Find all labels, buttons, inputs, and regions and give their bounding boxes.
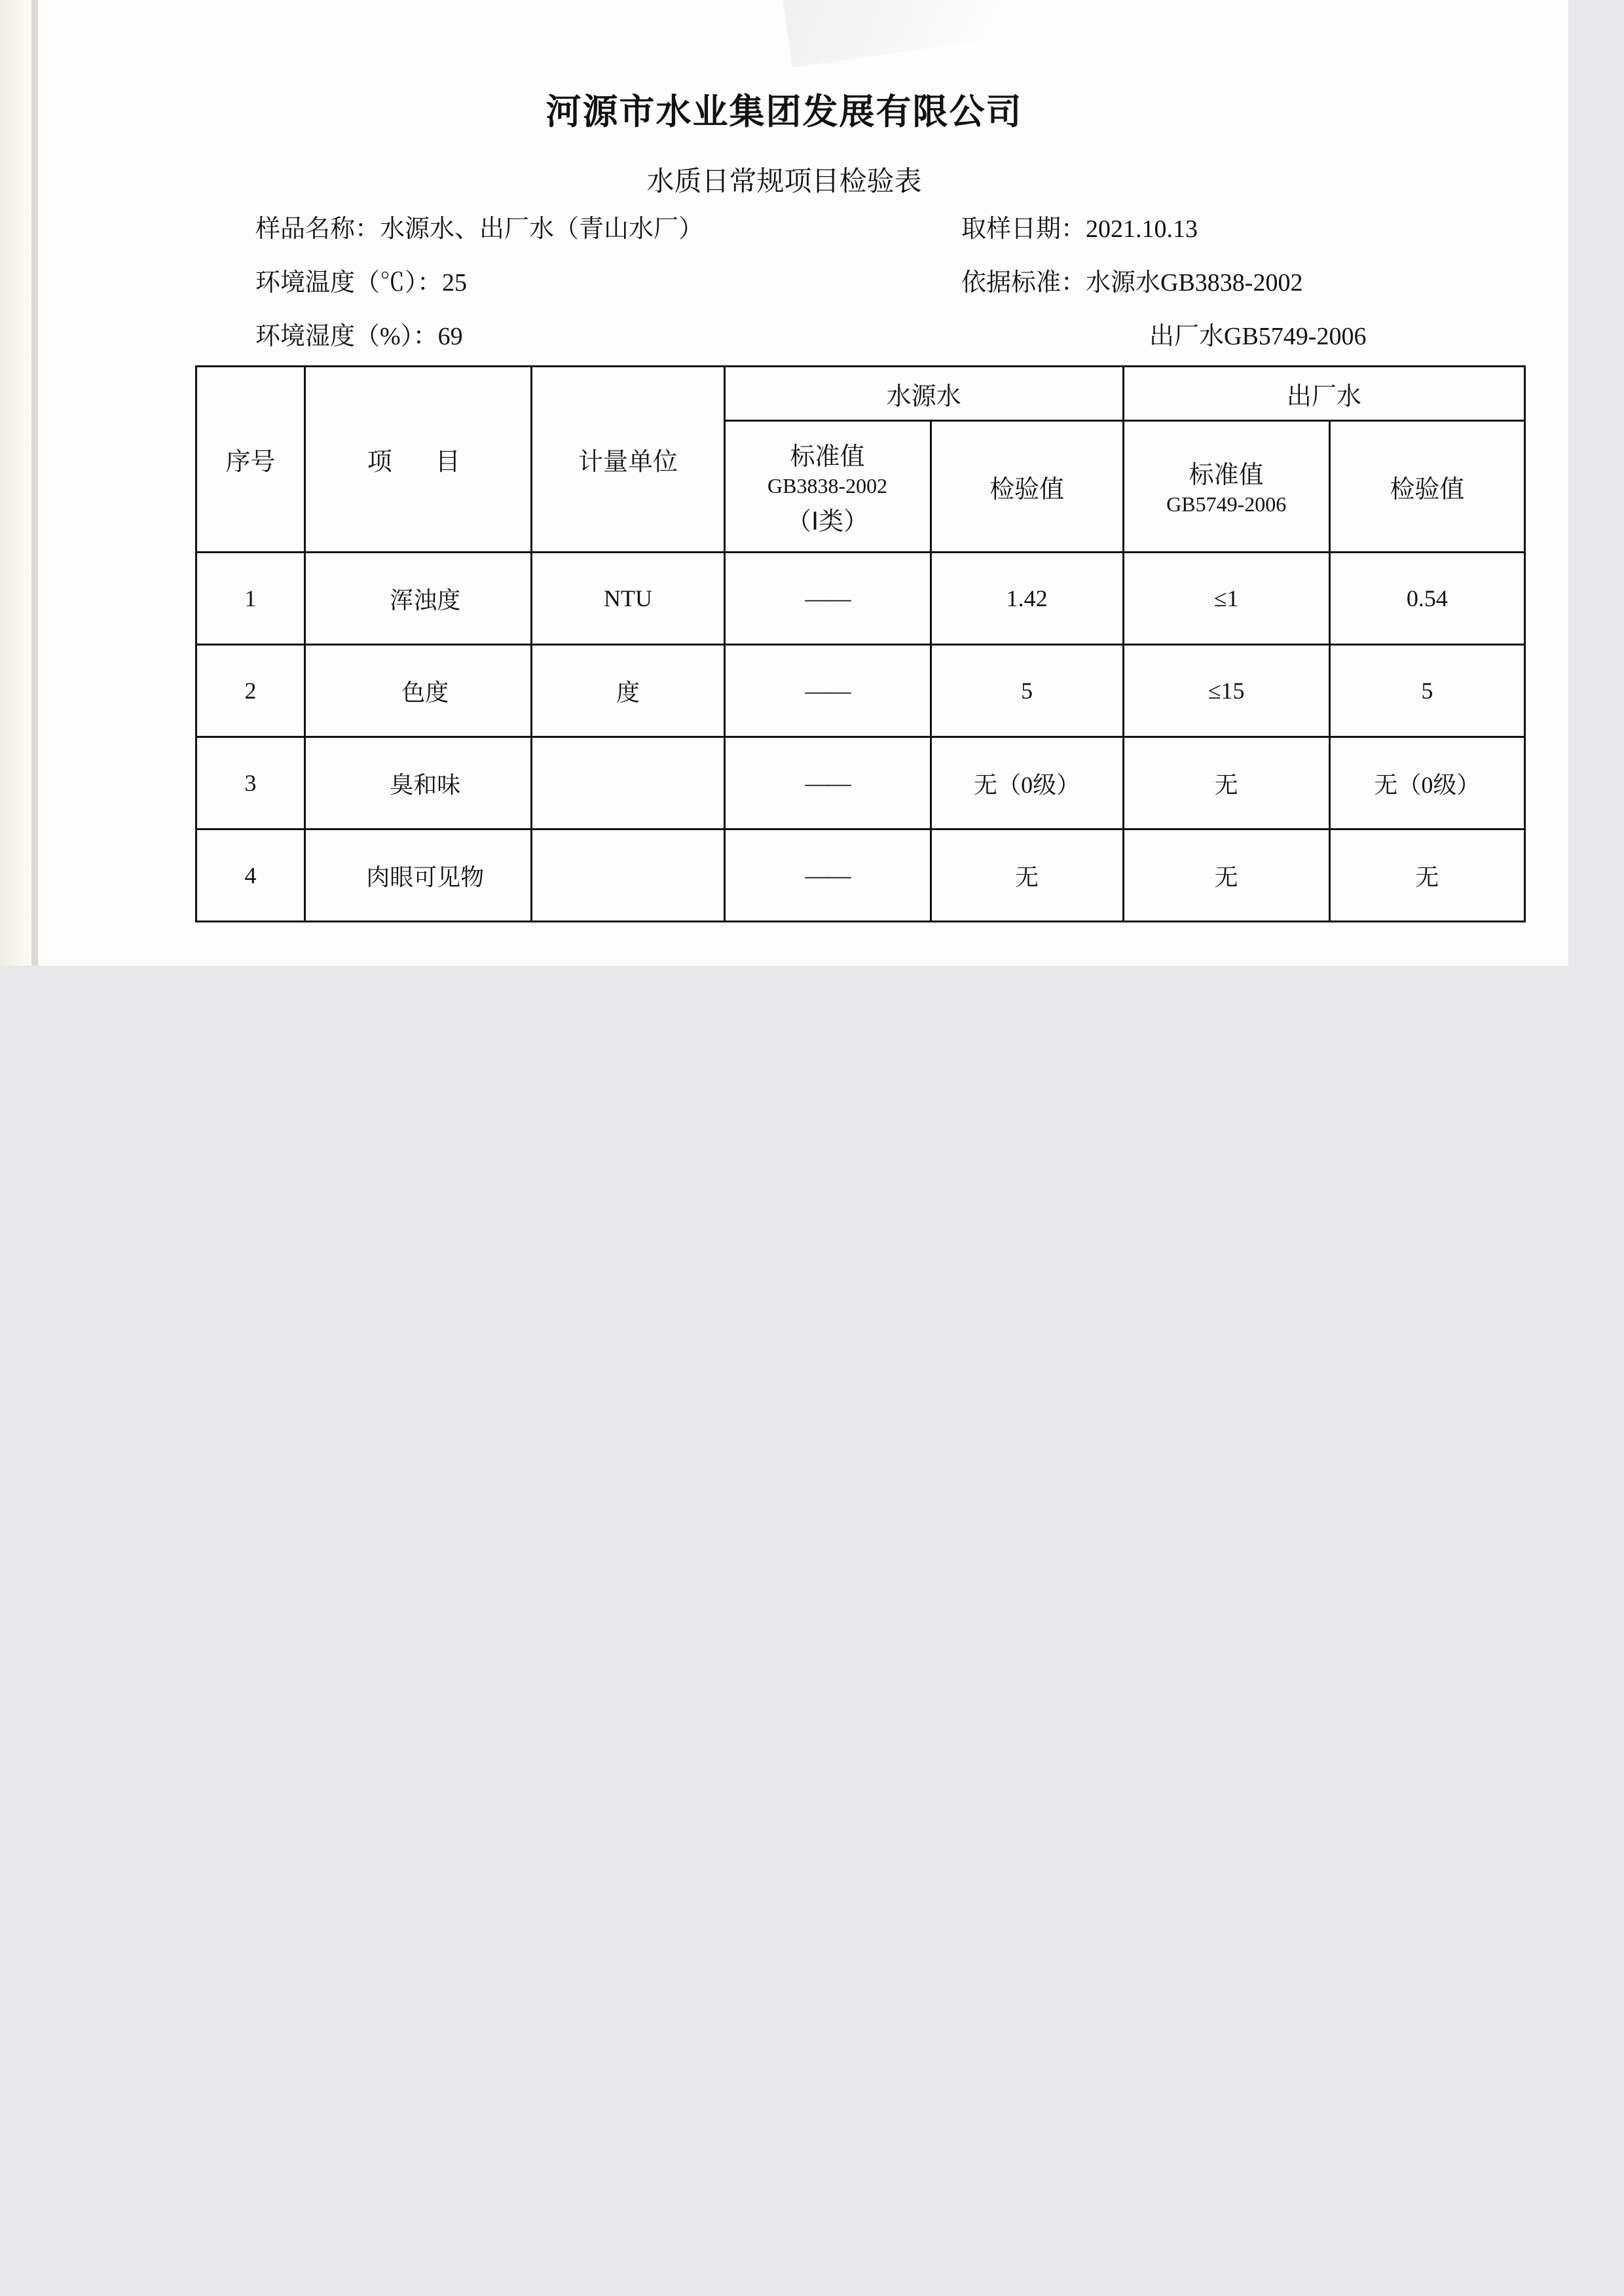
page-right-margin <box>1568 0 1624 966</box>
ambient-temperature-field: 环境温度（℃）：25 <box>255 269 468 297</box>
cell-unit <box>532 829 724 922</box>
cell-source-value: 5 <box>931 645 1123 737</box>
sample-name-field: 样品名称：水源水、出厂水（青山水厂） <box>255 215 704 243</box>
column-header-finished-standard <box>1123 421 1329 553</box>
table-row <box>196 645 1525 737</box>
cell-no: 4 <box>196 829 305 922</box>
document-body <box>0 0 1568 966</box>
cell-source-value: 1.42 <box>931 553 1123 645</box>
cell-finished-standard: 无 <box>1123 737 1329 829</box>
group-header-source-water: 水源水 <box>724 367 1123 421</box>
cell-source-value: 无 <box>931 829 1123 922</box>
finished-standard-line2: GB5749-2006 <box>1166 492 1287 516</box>
source-standard-line3: （Ⅰ类） <box>786 507 869 536</box>
table-row <box>196 737 1525 829</box>
source-standard-line2: GB3838-2002 <box>767 474 888 498</box>
table-header-group-row <box>196 367 1525 421</box>
cell-finished-standard: ≤15 <box>1123 645 1329 737</box>
cell-unit <box>532 737 724 829</box>
sampling-date-field: 取样日期：2021.10.13 <box>961 215 1198 243</box>
column-header-source-value: 检验值 <box>931 421 1123 553</box>
cell-source-standard: —— <box>724 829 931 922</box>
cell-finished-value: 无（0级） <box>1329 737 1524 829</box>
column-header-unit: 计量单位 <box>532 367 724 553</box>
cell-item: 肉眼可见物 <box>304 829 532 922</box>
column-header-source-standard <box>724 421 931 553</box>
table-row <box>196 829 1525 922</box>
cell-source-value: 无（0级） <box>931 737 1123 829</box>
cell-no: 3 <box>196 737 305 829</box>
cell-no: 1 <box>196 553 305 645</box>
group-header-finished-water: 出厂水 <box>1123 367 1524 421</box>
source-standard-line1: 标准值 <box>790 443 865 471</box>
cell-item: 色度 <box>304 645 532 737</box>
form-title: 水质日常规项目检验表 <box>646 167 922 197</box>
cell-no: 2 <box>196 645 305 737</box>
column-header-no: 序号 <box>196 367 305 553</box>
page-lower-blank-area <box>0 966 1624 2296</box>
column-header-finished-value: 检验值 <box>1329 421 1524 553</box>
cell-item: 浑浊度 <box>304 553 532 645</box>
cell-unit: NTU <box>532 553 724 645</box>
cell-finished-standard: ≤1 <box>1123 553 1329 645</box>
cell-source-standard: —— <box>724 737 931 829</box>
finished-standard-line1: 标准值 <box>1189 461 1264 489</box>
cell-source-standard: —— <box>724 553 931 645</box>
cell-finished-value: 0.54 <box>1329 553 1524 645</box>
cell-unit: 度 <box>532 645 724 737</box>
cell-finished-value: 5 <box>1329 645 1524 737</box>
column-header-item: 项 目 <box>304 367 532 553</box>
standard-reference-field-2: 出厂水GB5749-2006 <box>1149 323 1367 350</box>
standard-reference-field: 依据标准：水源水GB3838-2002 <box>961 269 1303 297</box>
company-title: 河源市水业集团发展有限公司 <box>545 92 1023 132</box>
cell-item: 臭和味 <box>304 737 532 829</box>
cell-finished-standard: 无 <box>1123 829 1329 922</box>
water-quality-table <box>195 365 1526 922</box>
cell-finished-value: 无 <box>1329 829 1524 922</box>
scanned-document-page <box>0 0 1568 966</box>
ambient-humidity-field: 环境湿度（%）：69 <box>255 323 463 350</box>
cell-source-standard: —— <box>724 645 931 737</box>
table-row <box>196 553 1525 645</box>
